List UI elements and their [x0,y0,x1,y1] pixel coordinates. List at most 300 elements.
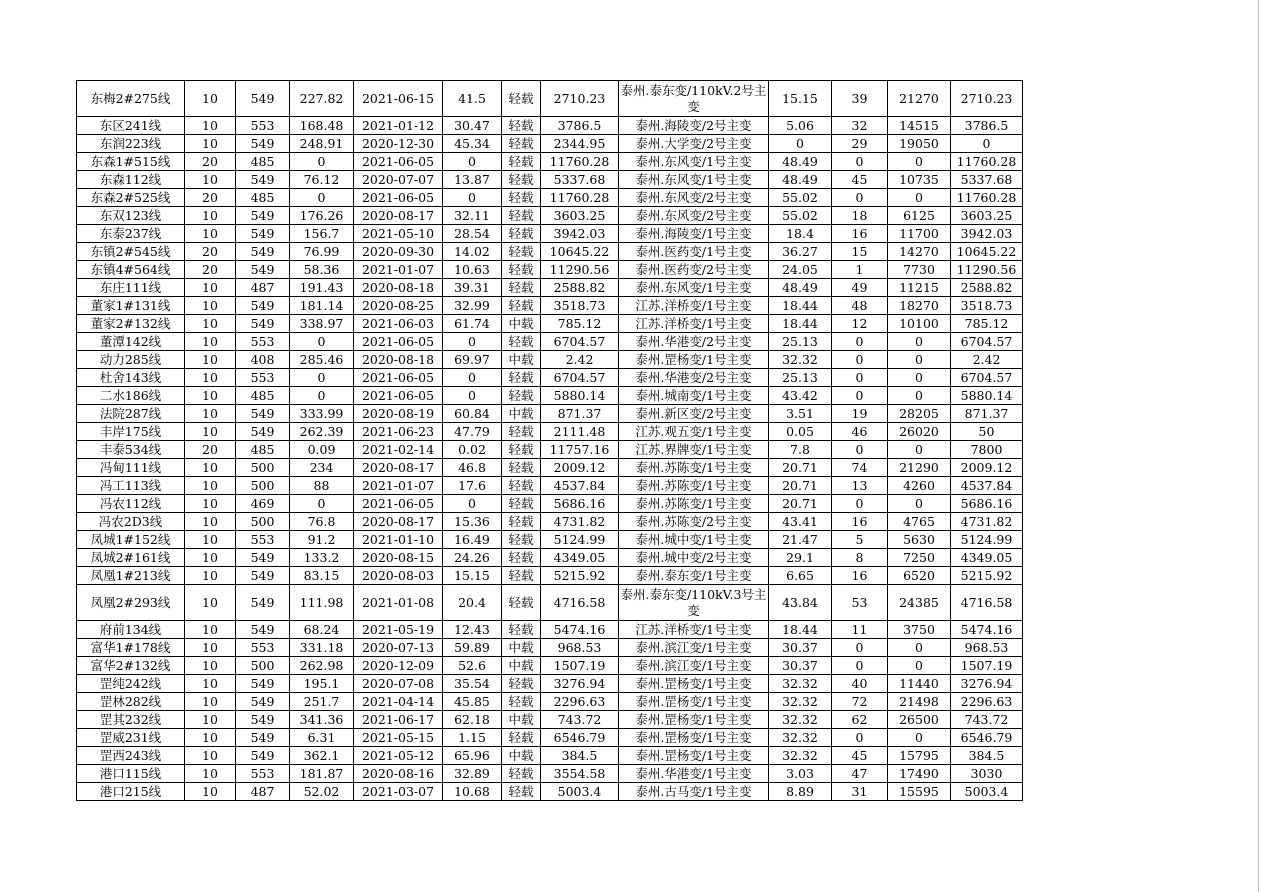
status-cell: 中载 [502,351,541,369]
load-cell: 76.8 [290,513,354,531]
capacity-cell: 549 [236,567,290,585]
value2-cell: 3786.5 [951,117,1023,135]
line-name-cell: 罡纯242线 [77,675,185,693]
count-cell: 18 [832,207,888,225]
date-cell: 2020-08-18 [354,279,443,297]
status-cell: 轻载 [502,81,541,117]
capacity-cell: 485 [236,153,290,171]
value2-cell: 3518.73 [951,297,1023,315]
count-cell: 39 [832,81,888,117]
date-cell: 2021-01-08 [354,585,443,621]
value-cell: 6546.79 [541,729,619,747]
value2-cell: 5474.16 [951,621,1023,639]
kva-cell: 5630 [888,531,951,549]
kva-cell: 0 [888,639,951,657]
capacity-cell: 485 [236,441,290,459]
value2-cell: 1507.19 [951,657,1023,675]
table-row [77,351,1023,369]
voltage-cell: 10 [185,459,236,477]
value-cell: 3786.5 [541,117,619,135]
line-name-cell: 凤凰2#293线 [77,585,185,621]
transformer-rate-cell: 48.49 [769,279,832,297]
kva-cell: 21498 [888,693,951,711]
kva-cell: 6125 [888,207,951,225]
substation-cell: 泰州.医药变/1号主变 [619,243,769,261]
substation-cell: 江苏.观五变/1号主变 [619,423,769,441]
load-cell: 181.87 [290,765,354,783]
transformer-rate-cell: 32.32 [769,675,832,693]
value2-cell: 968.53 [951,639,1023,657]
rate-cell: 14.02 [443,243,502,261]
value2-cell: 5686.16 [951,495,1023,513]
capacity-cell: 469 [236,495,290,513]
load-cell: 76.12 [290,171,354,189]
voltage-cell: 10 [185,567,236,585]
value-cell: 968.53 [541,639,619,657]
transformer-rate-cell: 32.32 [769,747,832,765]
transformer-rate-cell: 43.41 [769,513,832,531]
line-name-cell: 法院287线 [77,405,185,423]
table-row [77,585,1023,621]
status-cell: 轻载 [502,153,541,171]
voltage-cell: 10 [185,513,236,531]
rate-cell: 69.97 [443,351,502,369]
line-name-cell: 杜舍143线 [77,369,185,387]
line-name-cell: 东镇4#564线 [77,261,185,279]
status-cell: 轻载 [502,441,541,459]
rate-cell: 30.47 [443,117,502,135]
load-cell: 362.1 [290,747,354,765]
substation-cell: 泰州.东风变/2号主变 [619,207,769,225]
rate-cell: 62.18 [443,711,502,729]
capacity-cell: 553 [236,765,290,783]
rate-cell: 15.36 [443,513,502,531]
value-cell: 1507.19 [541,657,619,675]
voltage-cell: 10 [185,495,236,513]
status-cell: 中载 [502,639,541,657]
count-cell: 48 [832,297,888,315]
date-cell: 2021-01-12 [354,117,443,135]
transformer-rate-cell: 55.02 [769,207,832,225]
line-name-cell: 港口115线 [77,765,185,783]
value2-cell: 4349.05 [951,549,1023,567]
date-cell: 2020-08-17 [354,207,443,225]
transformer-rate-cell: 8.89 [769,783,832,801]
capacity-cell: 485 [236,387,290,405]
voltage-cell: 10 [185,315,236,333]
voltage-cell: 10 [185,225,236,243]
voltage-cell: 10 [185,405,236,423]
load-cell: 83.15 [290,567,354,585]
date-cell: 2021-06-17 [354,711,443,729]
capacity-cell: 485 [236,189,290,207]
line-name-cell: 东镇2#545线 [77,243,185,261]
value2-cell: 6546.79 [951,729,1023,747]
transformer-rate-cell: 0.05 [769,423,832,441]
value2-cell: 10645.22 [951,243,1023,261]
value2-cell: 4731.82 [951,513,1023,531]
voltage-cell: 10 [185,639,236,657]
capacity-cell: 549 [236,585,290,621]
kva-cell: 0 [888,729,951,747]
rate-cell: 0 [443,189,502,207]
kva-cell: 4765 [888,513,951,531]
value-cell: 4537.84 [541,477,619,495]
count-cell: 16 [832,513,888,531]
transformer-rate-cell: 5.06 [769,117,832,135]
table-row [77,333,1023,351]
count-cell: 16 [832,225,888,243]
count-cell: 29 [832,135,888,153]
voltage-cell: 10 [185,171,236,189]
count-cell: 19 [832,405,888,423]
value-cell: 2710.23 [541,81,619,117]
line-name-cell: 东森112线 [77,171,185,189]
transformer-rate-cell: 43.42 [769,387,832,405]
load-cell: 0 [290,387,354,405]
load-cell: 0 [290,333,354,351]
rate-cell: 52.6 [443,657,502,675]
table-row [77,495,1023,513]
line-name-cell: 丰岸175线 [77,423,185,441]
capacity-cell: 549 [236,243,290,261]
capacity-cell: 549 [236,711,290,729]
value-cell: 743.72 [541,711,619,729]
substation-cell: 泰州.海陵变/1号主变 [619,225,769,243]
transformer-rate-cell: 30.37 [769,657,832,675]
value-cell: 6704.57 [541,333,619,351]
line-name-cell: 二水186线 [77,387,185,405]
rate-cell: 28.54 [443,225,502,243]
rate-cell: 0 [443,153,502,171]
substation-cell: 泰州.滨江变/1号主变 [619,639,769,657]
substation-cell: 江苏.洋桥变/1号主变 [619,315,769,333]
voltage-cell: 10 [185,279,236,297]
line-name-cell: 罡威231线 [77,729,185,747]
date-cell: 2021-06-05 [354,153,443,171]
value-cell: 4731.82 [541,513,619,531]
substation-cell: 江苏.界牌变/1号主变 [619,441,769,459]
load-cell: 58.36 [290,261,354,279]
voltage-cell: 10 [185,783,236,801]
value-cell: 2009.12 [541,459,619,477]
value-cell: 6704.57 [541,369,619,387]
count-cell: 0 [832,729,888,747]
substation-cell: 泰州.东风变/1号主变 [619,279,769,297]
load-cell: 262.98 [290,657,354,675]
table-row [77,549,1023,567]
kva-cell: 10735 [888,171,951,189]
value-cell: 5337.68 [541,171,619,189]
rate-cell: 65.96 [443,747,502,765]
transformer-rate-cell: 21.47 [769,531,832,549]
load-cell: 338.97 [290,315,354,333]
value-cell: 5124.99 [541,531,619,549]
table-row [77,531,1023,549]
value2-cell: 2.42 [951,351,1023,369]
table-row [77,315,1023,333]
line-name-cell: 富华2#132线 [77,657,185,675]
transformer-rate-cell: 20.71 [769,477,832,495]
kva-cell: 18270 [888,297,951,315]
voltage-cell: 10 [185,81,236,117]
status-cell: 轻载 [502,333,541,351]
table-body [77,81,1023,801]
load-cell: 52.02 [290,783,354,801]
line-name-cell: 董潭142线 [77,333,185,351]
load-cell: 195.1 [290,675,354,693]
value-cell: 871.37 [541,405,619,423]
count-cell: 0 [832,387,888,405]
kva-cell: 3750 [888,621,951,639]
date-cell: 2021-05-19 [354,621,443,639]
table-row [77,675,1023,693]
rate-cell: 0 [443,333,502,351]
kva-cell: 11440 [888,675,951,693]
capacity-cell: 549 [236,405,290,423]
table-row [77,783,1023,801]
line-name-cell: 东森2#525线 [77,189,185,207]
line-name-cell: 东润223线 [77,135,185,153]
kva-cell: 4260 [888,477,951,495]
count-cell: 15 [832,243,888,261]
date-cell: 2020-08-03 [354,567,443,585]
capacity-cell: 553 [236,333,290,351]
load-cell: 331.18 [290,639,354,657]
table-row [77,153,1023,171]
kva-cell: 0 [888,189,951,207]
load-cell: 248.91 [290,135,354,153]
status-cell: 轻载 [502,423,541,441]
voltage-cell: 10 [185,729,236,747]
rate-cell: 61.74 [443,315,502,333]
voltage-cell: 10 [185,531,236,549]
rate-cell: 39.31 [443,279,502,297]
rate-cell: 0 [443,495,502,513]
transformer-rate-cell: 3.51 [769,405,832,423]
value2-cell: 11290.56 [951,261,1023,279]
substation-cell: 泰州.苏陈变/1号主变 [619,477,769,495]
count-cell: 0 [832,333,888,351]
value-cell: 5215.92 [541,567,619,585]
transformer-rate-cell: 18.4 [769,225,832,243]
transformer-rate-cell: 25.13 [769,333,832,351]
status-cell: 轻载 [502,783,541,801]
date-cell: 2020-12-09 [354,657,443,675]
substation-cell: 泰州.苏陈变/2号主变 [619,513,769,531]
count-cell: 0 [832,441,888,459]
date-cell: 2021-04-14 [354,693,443,711]
transformer-rate-cell: 18.44 [769,297,832,315]
value2-cell: 3276.94 [951,675,1023,693]
transformer-rate-cell: 24.05 [769,261,832,279]
capacity-cell: 553 [236,639,290,657]
line-name-cell: 罡林282线 [77,693,185,711]
voltage-cell: 10 [185,351,236,369]
count-cell: 0 [832,351,888,369]
capacity-cell: 549 [236,207,290,225]
table-row [77,225,1023,243]
voltage-cell: 10 [185,693,236,711]
kva-cell: 28205 [888,405,951,423]
count-cell: 49 [832,279,888,297]
voltage-cell: 20 [185,243,236,261]
value2-cell: 50 [951,423,1023,441]
count-cell: 12 [832,315,888,333]
table-row [77,441,1023,459]
value-cell: 11760.28 [541,189,619,207]
date-cell: 2021-06-05 [354,369,443,387]
status-cell: 轻载 [502,585,541,621]
date-cell: 2020-08-25 [354,297,443,315]
rate-cell: 1.15 [443,729,502,747]
capacity-cell: 500 [236,477,290,495]
substation-cell: 泰州.苏陈变/1号主变 [619,495,769,513]
transformer-rate-cell: 18.44 [769,621,832,639]
capacity-cell: 549 [236,297,290,315]
status-cell: 轻载 [502,207,541,225]
rate-cell: 15.15 [443,567,502,585]
substation-cell: 泰州.城中变/1号主变 [619,531,769,549]
kva-cell: 0 [888,657,951,675]
substation-cell: 泰州.罡杨变/1号主变 [619,693,769,711]
count-cell: 13 [832,477,888,495]
line-name-cell: 罡其232线 [77,711,185,729]
status-cell: 轻载 [502,279,541,297]
rate-cell: 17.6 [443,477,502,495]
table-row [77,423,1023,441]
capacity-cell: 553 [236,117,290,135]
status-cell: 中载 [502,747,541,765]
value2-cell: 7800 [951,441,1023,459]
line-name-cell: 冯工113线 [77,477,185,495]
kva-cell: 0 [888,153,951,171]
value-cell: 3276.94 [541,675,619,693]
capacity-cell: 487 [236,279,290,297]
table-row [77,135,1023,153]
value2-cell: 6704.57 [951,369,1023,387]
value-cell: 3603.25 [541,207,619,225]
line-name-cell: 冯甸111线 [77,459,185,477]
status-cell: 中载 [502,405,541,423]
transformer-rate-cell: 20.71 [769,495,832,513]
kva-cell: 0 [888,333,951,351]
capacity-cell: 549 [236,81,290,117]
line-name-cell: 东区241线 [77,117,185,135]
load-cell: 333.99 [290,405,354,423]
substation-cell: 泰州.新区变/2号主变 [619,405,769,423]
line-name-cell: 东梅2#275线 [77,81,185,117]
kva-cell: 15795 [888,747,951,765]
rate-cell: 32.11 [443,207,502,225]
kva-cell: 21290 [888,459,951,477]
status-cell: 轻载 [502,495,541,513]
line-name-cell: 东森1#515线 [77,153,185,171]
status-cell: 轻载 [502,531,541,549]
kva-cell: 7730 [888,261,951,279]
status-cell: 轻载 [502,387,541,405]
kva-cell: 14270 [888,243,951,261]
value2-cell: 0 [951,135,1023,153]
status-cell: 轻载 [502,189,541,207]
date-cell: 2021-06-23 [354,423,443,441]
load-cell: 0 [290,153,354,171]
transformer-rate-cell: 15.15 [769,81,832,117]
value2-cell: 384.5 [951,747,1023,765]
kva-cell: 24385 [888,585,951,621]
capacity-cell: 553 [236,531,290,549]
kva-cell: 21270 [888,81,951,117]
status-cell: 轻载 [502,225,541,243]
date-cell: 2021-02-14 [354,441,443,459]
count-cell: 0 [832,189,888,207]
substation-cell: 泰州.罡杨变/1号主变 [619,675,769,693]
count-cell: 0 [832,639,888,657]
line-name-cell: 丰泰534线 [77,441,185,459]
table-row [77,81,1023,117]
table-row [77,207,1023,225]
value2-cell: 871.37 [951,405,1023,423]
value-cell: 4716.58 [541,585,619,621]
count-cell: 11 [832,621,888,639]
count-cell: 53 [832,585,888,621]
load-cell: 156.7 [290,225,354,243]
load-cell: 0 [290,495,354,513]
count-cell: 31 [832,783,888,801]
substation-cell: 泰州.大学变/2号主变 [619,135,769,153]
status-cell: 轻载 [502,549,541,567]
date-cell: 2020-12-30 [354,135,443,153]
substation-cell: 泰州.泰东变/1号主变 [619,567,769,585]
kva-cell: 11215 [888,279,951,297]
date-cell: 2021-06-05 [354,333,443,351]
transformer-rate-cell: 20.71 [769,459,832,477]
kva-cell: 11700 [888,225,951,243]
substation-cell: 泰州.华港变/1号主变 [619,765,769,783]
substation-cell: 泰州.滨江变/1号主变 [619,657,769,675]
load-cell: 234 [290,459,354,477]
status-cell: 中载 [502,711,541,729]
transformer-rate-cell: 48.49 [769,153,832,171]
substation-cell: 泰州.苏陈变/1号主变 [619,459,769,477]
value-cell: 2111.48 [541,423,619,441]
value-cell: 2.42 [541,351,619,369]
capacity-cell: 549 [236,261,290,279]
line-name-cell: 凤城1#152线 [77,531,185,549]
capacity-cell: 549 [236,135,290,153]
substation-cell: 泰州.华港变/2号主变 [619,333,769,351]
voltage-cell: 10 [185,297,236,315]
count-cell: 45 [832,747,888,765]
transformer-rate-cell: 6.65 [769,567,832,585]
substation-cell: 泰州.罡杨变/1号主变 [619,747,769,765]
substation-cell: 泰州.东风变/1号主变 [619,171,769,189]
substation-cell: 泰州.华港变/2号主变 [619,369,769,387]
rate-cell: 41.5 [443,81,502,117]
table-row [77,387,1023,405]
count-cell: 1 [832,261,888,279]
load-cell: 227.82 [290,81,354,117]
rate-cell: 32.99 [443,297,502,315]
load-cell: 168.48 [290,117,354,135]
count-cell: 72 [832,693,888,711]
count-cell: 47 [832,765,888,783]
date-cell: 2021-06-15 [354,81,443,117]
line-name-cell: 动力285线 [77,351,185,369]
status-cell: 轻载 [502,621,541,639]
capacity-cell: 549 [236,171,290,189]
table-row [77,477,1023,495]
